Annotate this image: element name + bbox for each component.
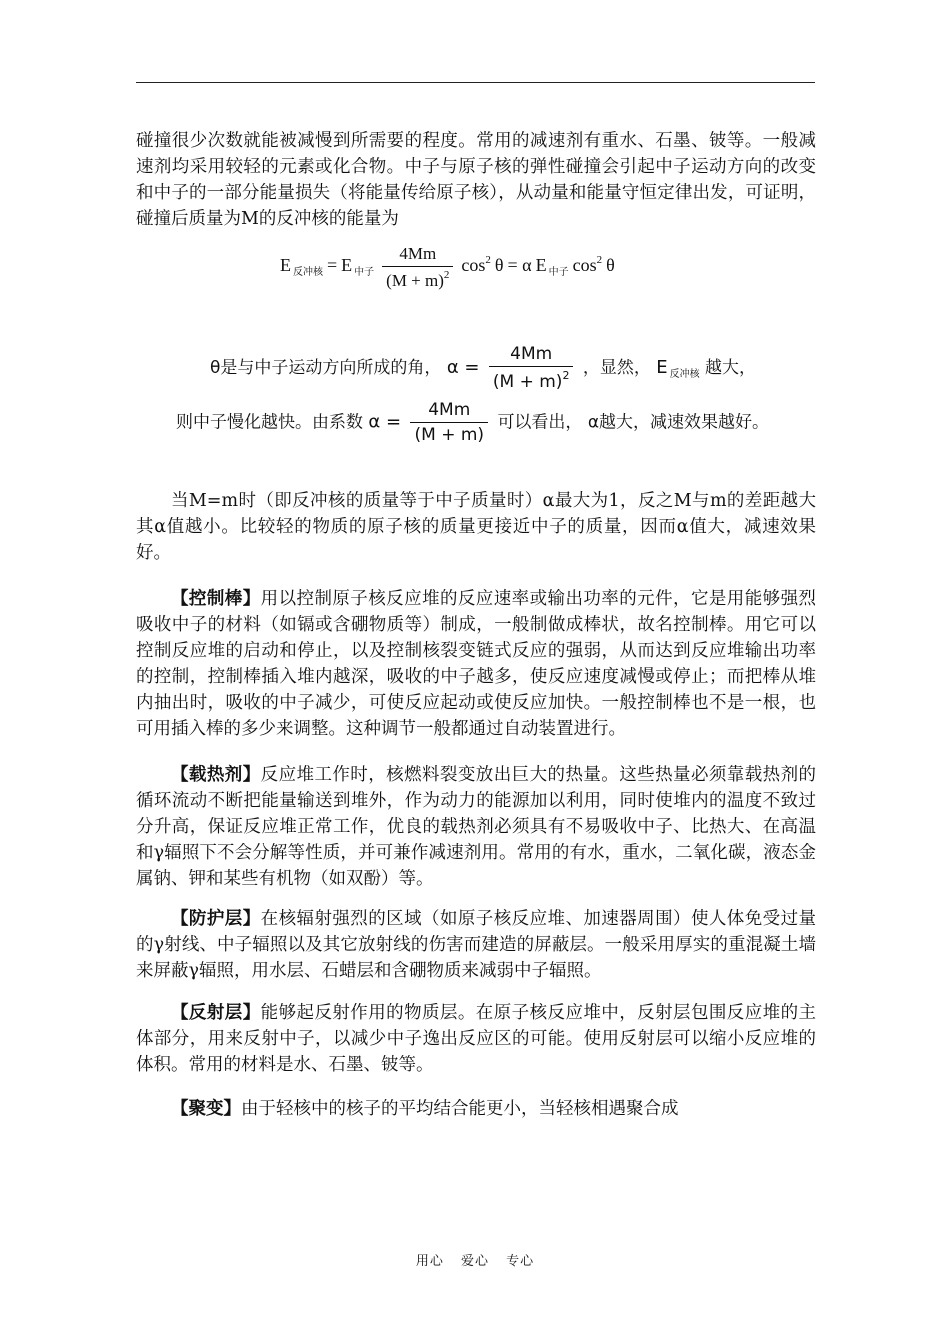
intro-paragraph: 碰撞很少次数就能被减慢到所需要的程度。常用的减速剂有重水、石墨、铍等。一般减速剂均采用较轻的元素或化合物。中子与原子核的弹性碰撞会引起中子运动方向的改变和中子的一部分能量损失（将能量传给原子核），从动量和能量守恒定律出发，可证明，碰撞后质量为M的反冲核的能量为	[136, 131, 816, 229]
alpha-definition-line: θ是与中子运动方向所成的角， α = $\frac{4Mm}{(M + m)^2}$ ，显然， E $_{反冲核}$ 越大，	[210, 344, 757, 392]
entry-shielding: 【防护层】在核辐射强烈的区域（如原子核反应堆、加速器周围）使人体免受过量的γ射线、中子辐照以及其它放射线的伤害而建造的屏蔽层。一般采用厚实的重混凝土墙来屏蔽γ辐照，用水层、石蜡层和含硼物质来减弱中子辐照。	[136, 909, 817, 981]
entry-term: 【控制棒】	[171, 589, 261, 609]
entry-term: 【反射层】	[171, 1003, 261, 1023]
entry-fusion: 【聚变】由于轻核中的核子的平均结合能更小，当轻核相遇聚合成	[171, 1099, 679, 1119]
entry-reflector: 【反射层】能够起反射作用的物质层。在原子核反应堆中，反射层包围反应堆的主体部分，用来反射中子，以减少中子逸出反应区的可能。使用反射层可以缩小反应堆的体积。常用的材料是水、石墨、铍等。	[136, 1003, 817, 1075]
alpha-fraction-2: $\frac{4Mm}{(M + m)}$	[410, 400, 488, 445]
entry-term: 【聚变】	[171, 1099, 241, 1119]
entry-control-rod: 【控制棒】用以控制原子核反应堆的反应速率或输出功率的元件，它是用能够强烈吸收中子的材料（如镉或含硼物质等）制成，一般制做成棒状，故名控制棒。用它可以控制反应堆的启动和停止，以及控制核裂变链式反应的强弱，从而达到反应堆输出功率的控制，控制棒插入堆内越深，吸收的中子越多，使反应速度减慢或停止；而把棒从堆内抽出时，吸收的中子减少，可使反应起动或使反应加快。一般控制棒也不是一根，也可用插入棒的多少来调整。这种调节一般都通过自动装置进行。	[136, 589, 817, 739]
header-rule	[136, 82, 815, 83]
mass-paragraph: 当M=m时（即反冲核的质量等于中子质量时）α最大为1，反之M与m的差距越大其α值越小。比较轻的物质的原子核的质量更接近中子的质量，因而α值大，减速效果好。	[136, 491, 816, 563]
entry-coolant: 【载热剂】反应堆工作时，核燃料裂变放出巨大的热量。这些热量必须靠载热剂的循环流动不断把能量输送到堆外，作为动力的能源加以利用，同时使堆内的温度不致过分升高，保证反应堆正常工作，优良的载热剂必须具有不易吸收中子、比热大、在高温和γ辐照下不会分解等性质，并可兼作减速剂用。常用的有水，重水，二氧化碳，液态金属钠、钾和某些有机物（如双酚）等。	[136, 765, 817, 889]
alpha-conclusion-line: 则中子慢化越快。由系数 α = $\frac{4Mm}{(M + m)}$ 可以看出， α越大，减速效果越好。	[176, 400, 770, 445]
recoil-energy-formula: E $_{反冲核}$ = E $_{中子}$ $\frac{4Mm}{(M + m)^2}$ $\cos^2 \theta = \alpha$ E $_{中子}$ $\cos^2 \theta$	[280, 244, 615, 290]
page-footer: 用心 爱心 专心	[415, 1254, 535, 1269]
fraction: $\frac{4Mm}{(M + m)^2}$	[382, 244, 453, 291]
alpha-fraction: $\frac{4Mm}{(M + m)^2}$	[489, 344, 574, 392]
entry-term: 【载热剂】	[171, 765, 261, 785]
entry-term: 【防护层】	[171, 909, 261, 929]
